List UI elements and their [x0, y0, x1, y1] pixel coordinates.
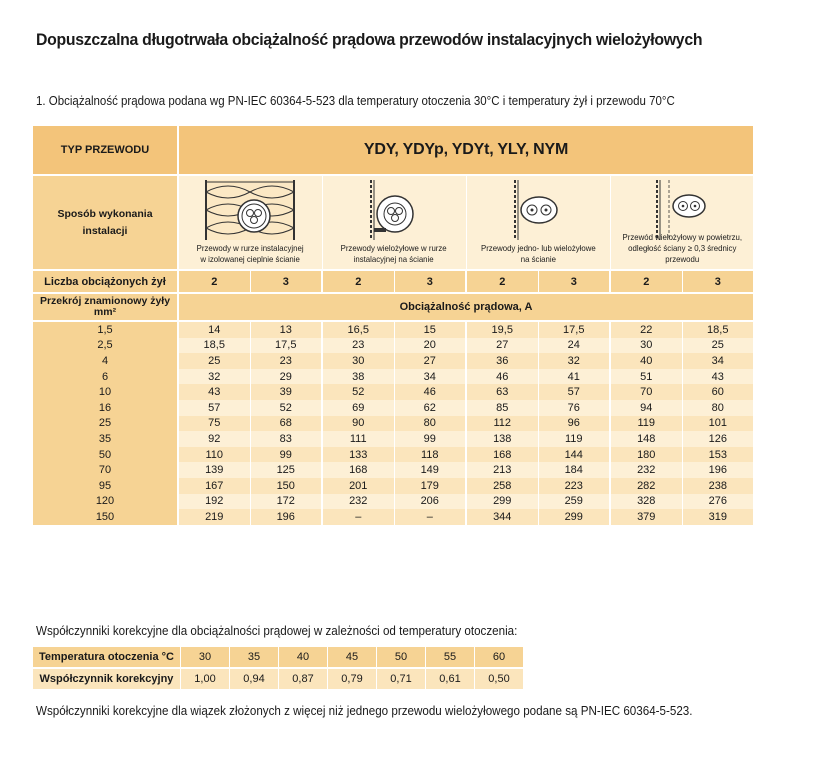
sposob-label-line2: instalacji — [82, 224, 128, 237]
ampacity-cell: 94 — [610, 400, 682, 416]
ampacity-cell: 238 — [682, 478, 753, 494]
table-row — [33, 384, 753, 400]
ampacity-cell: 379 — [610, 509, 682, 525]
factor-cell: 0,61 — [426, 668, 475, 689]
ampacity-cell: 112 — [466, 416, 538, 432]
section-cell: 25 — [33, 416, 178, 432]
ampacity-cell: 153 — [682, 447, 753, 463]
ampacity-cell: 60 — [682, 384, 753, 400]
ampacity-cell: 99 — [394, 431, 466, 447]
method-insulated-wall-caption: Przewody w rurze instalacyjnej w izolowanej cieplnie ścianie — [196, 243, 304, 264]
ampacity-cell: 16,5 — [322, 321, 394, 338]
section-cell: 6 — [33, 369, 178, 385]
ampacity-cell: 75 — [178, 416, 250, 432]
ampacity-cell: 57 — [178, 400, 250, 416]
note-bundles: Współczynniki korekcyjne dla wiązek złożonych z więcej niż jednego przewodu wielożyłowego podane są PN-IEC 60364-5-523. — [36, 704, 693, 718]
ampacity-cell: 29 — [250, 369, 322, 385]
ampacity-cell: 172 — [250, 494, 322, 510]
ampacity-cell: 101 — [682, 416, 753, 432]
ampacity-cell: 17,5 — [538, 321, 610, 338]
ampacity-cell: 184 — [538, 462, 610, 478]
liczba-value: 3 — [394, 270, 466, 293]
ampacity-cell: 111 — [322, 431, 394, 447]
ampacity-cell: 258 — [466, 478, 538, 494]
ampacity-cell: 299 — [538, 509, 610, 525]
ampacity-cell: 36 — [466, 353, 538, 369]
section-cell: 95 — [33, 478, 178, 494]
ampacity-table — [33, 126, 753, 525]
section-cell: 2,5 — [33, 338, 178, 354]
table-row — [33, 462, 753, 478]
table-row — [33, 369, 753, 385]
ampacity-cell: 20 — [394, 338, 466, 354]
ampacity-cell: 110 — [178, 447, 250, 463]
table-row — [33, 494, 753, 510]
note-correction-temp: Współczynniki korekcyjne dla obciążalności prądowej w zależności od temperatury otoczenia: — [36, 624, 518, 638]
ampacity-cell: 30 — [610, 338, 682, 354]
table-row — [33, 478, 753, 494]
temp-cell: 40 — [279, 647, 328, 668]
liczba-label: Liczba obciążonych żył — [33, 270, 178, 293]
temp-label: Temperatura otoczenia °C — [33, 647, 181, 668]
ampacity-cell: 139 — [178, 462, 250, 478]
ampacity-cell: 276 — [682, 494, 753, 510]
table-row — [33, 416, 753, 432]
przekroj-label-unit: mm² — [93, 306, 117, 318]
ampacity-cell: 27 — [466, 338, 538, 354]
factor-cell: 0,87 — [279, 668, 328, 689]
ampacity-cell: 119 — [610, 416, 682, 432]
section-cell: 70 — [33, 462, 178, 478]
section-cell: 35 — [33, 431, 178, 447]
factor-label: Współczynnik korekcyjny — [33, 668, 181, 689]
ampacity-cell: 15 — [394, 321, 466, 338]
section-cell: 1,5 — [33, 321, 178, 338]
ampacity-cell: 179 — [394, 478, 466, 494]
ampacity-cell: 319 — [682, 509, 753, 525]
section-cell: 4 — [33, 353, 178, 369]
ampacity-cell: 168 — [466, 447, 538, 463]
ampacity-cell: 23 — [250, 353, 322, 369]
ampacity-cell: 51 — [610, 369, 682, 385]
ampacity-cell: 118 — [394, 447, 466, 463]
ampacity-cell: 344 — [466, 509, 538, 525]
ampacity-cell: 46 — [394, 384, 466, 400]
ampacity-cell: 34 — [682, 353, 753, 369]
ampacity-cell: 24 — [538, 338, 610, 354]
ampacity-cell: 57 — [538, 384, 610, 400]
liczba-value: 2 — [178, 270, 250, 293]
ampacity-cell: 40 — [610, 353, 682, 369]
ampacity-cell: 167 — [178, 478, 250, 494]
ampacity-cell: 43 — [178, 384, 250, 400]
ampacity-cell: 19,5 — [466, 321, 538, 338]
obciazalnosc-label: Obciążalność prądowa, A — [178, 293, 753, 321]
factor-cell: 0,79 — [328, 668, 377, 689]
ampacity-cell: 213 — [466, 462, 538, 478]
ampacity-cell: 282 — [610, 478, 682, 494]
ampacity-cell: 125 — [250, 462, 322, 478]
ampacity-cell: 148 — [610, 431, 682, 447]
ampacity-cell: 259 — [538, 494, 610, 510]
temp-cell: 35 — [230, 647, 279, 668]
liczba-value: 2 — [610, 270, 682, 293]
ampacity-cell: 32 — [178, 369, 250, 385]
ampacity-cell: 62 — [394, 400, 466, 416]
table-row — [33, 400, 753, 416]
method-free-air — [610, 175, 753, 270]
ampacity-cell: 232 — [610, 462, 682, 478]
ampacity-cell: 39 — [250, 384, 322, 400]
liczba-value: 3 — [538, 270, 610, 293]
ampacity-cell: 144 — [538, 447, 610, 463]
table-row — [33, 431, 753, 447]
ampacity-cell: 68 — [250, 416, 322, 432]
ampacity-cell: 150 — [250, 478, 322, 494]
ampacity-cell: 196 — [250, 509, 322, 525]
liczba-value: 2 — [466, 270, 538, 293]
ampacity-cell: 22 — [610, 321, 682, 338]
table-row — [33, 338, 753, 354]
table-row — [33, 321, 753, 338]
typ-przewodu-label: TYP PRZEWODU — [33, 126, 178, 175]
ampacity-cell: – — [322, 509, 394, 525]
ampacity-cell: 299 — [466, 494, 538, 510]
ampacity-cell: 80 — [682, 400, 753, 416]
method-free-air-caption: Przewód wielożyłowy w powietrzu, odległość ściany ≥ 0,3 średnicy przewodu — [621, 232, 742, 264]
wall-conduit-icon — [359, 178, 429, 242]
ampacity-cell: 38 — [322, 369, 394, 385]
typ-przewodu-value: YDY, YDYp, YDYt, YLY, NYM — [178, 126, 753, 175]
temp-cell: 45 — [328, 647, 377, 668]
ampacity-cell: 196 — [682, 462, 753, 478]
przekroj-label-line1: Przekrój znamionowy żyły — [39, 295, 171, 307]
ampacity-cell: 25 — [178, 353, 250, 369]
ampacity-cell: 126 — [682, 431, 753, 447]
ampacity-cell: 83 — [250, 431, 322, 447]
page-title: Dopuszczalna długotrwała obciążalność prądowa przewodów instalacyjnych wielożyłowych — [36, 30, 703, 49]
ampacity-cell: 180 — [610, 447, 682, 463]
ampacity-cell: 138 — [466, 431, 538, 447]
ampacity-cell: 52 — [250, 400, 322, 416]
ampacity-cell: 168 — [322, 462, 394, 478]
liczba-value: 2 — [322, 270, 394, 293]
liczba-value: 3 — [682, 270, 753, 293]
ampacity-cell: 18,5 — [682, 321, 753, 338]
ampacity-cell: 96 — [538, 416, 610, 432]
factor-cell: 1,00 — [181, 668, 230, 689]
method-wall-surface — [466, 175, 610, 270]
ampacity-cell: 23 — [322, 338, 394, 354]
ampacity-cell: 17,5 — [250, 338, 322, 354]
ampacity-cell: 201 — [322, 478, 394, 494]
table-row — [33, 509, 753, 525]
section-cell: 50 — [33, 447, 178, 463]
ampacity-cell: 232 — [322, 494, 394, 510]
data-rows — [33, 321, 753, 525]
temp-cell: 30 — [181, 647, 230, 668]
ampacity-cell: 219 — [178, 509, 250, 525]
ampacity-cell: 34 — [394, 369, 466, 385]
temp-cell: 50 — [377, 647, 426, 668]
wall-surface-cable-icon — [503, 178, 573, 242]
ampacity-cell: 18,5 — [178, 338, 250, 354]
ampacity-cell: 46 — [466, 369, 538, 385]
factor-cell: 0,50 — [475, 668, 524, 689]
temp-cell: 55 — [426, 647, 475, 668]
ampacity-cell: 133 — [322, 447, 394, 463]
ampacity-cell: 206 — [394, 494, 466, 510]
factor-cell: 0,94 — [230, 668, 279, 689]
ampacity-cell: 13 — [250, 321, 322, 338]
ampacity-cell: 41 — [538, 369, 610, 385]
ampacity-cell: 63 — [466, 384, 538, 400]
temp-cell: 60 — [475, 647, 524, 668]
section-cell: 16 — [33, 400, 178, 416]
table-row — [33, 353, 753, 369]
ampacity-cell: 43 — [682, 369, 753, 385]
correction-table — [33, 647, 523, 689]
section-cell: 10 — [33, 384, 178, 400]
ampacity-cell: 69 — [322, 400, 394, 416]
ampacity-cell: 30 — [322, 353, 394, 369]
method-insulated-wall — [178, 175, 322, 270]
insulated-wall-conduit-icon — [202, 178, 298, 242]
ampacity-cell: 14 — [178, 321, 250, 338]
ampacity-cell: 192 — [178, 494, 250, 510]
ampacity-cell: 52 — [322, 384, 394, 400]
ampacity-cell: – — [394, 509, 466, 525]
ampacity-cell: 149 — [394, 462, 466, 478]
ampacity-cell: 328 — [610, 494, 682, 510]
method-wall-conduit — [322, 175, 466, 270]
ampacity-cell: 70 — [610, 384, 682, 400]
ampacity-cell: 92 — [178, 431, 250, 447]
sposob-label-line1: Sposób wykonania — [57, 207, 153, 220]
ampacity-cell: 85 — [466, 400, 538, 416]
ampacity-cell: 32 — [538, 353, 610, 369]
ampacity-cell: 223 — [538, 478, 610, 494]
ampacity-cell: 80 — [394, 416, 466, 432]
liczba-value: 3 — [250, 270, 322, 293]
przekroj-label — [33, 293, 178, 321]
table-row — [33, 447, 753, 463]
ampacity-cell: 25 — [682, 338, 753, 354]
ampacity-cell: 99 — [250, 447, 322, 463]
ampacity-cell: 76 — [538, 400, 610, 416]
section-cell: 150 — [33, 509, 178, 525]
ampacity-cell: 90 — [322, 416, 394, 432]
ampacity-cell: 119 — [538, 431, 610, 447]
factor-cell: 0,71 — [377, 668, 426, 689]
sposob-label — [33, 175, 178, 270]
ampacity-cell: 27 — [394, 353, 466, 369]
method-wall-surface-caption: Przewody jedno- lub wielożyłowe na ścianie — [480, 243, 596, 264]
note-standard: 1. Obciążalność prądowa podana wg PN-IEC 60364-5-523 dla temperatury otoczenia 30°C i temperatury żył i przewodu 70°C — [36, 94, 675, 108]
method-wall-conduit-caption: Przewody wielożyłowe w rurze instalacyjnej na ścianie — [340, 243, 448, 264]
section-cell: 120 — [33, 494, 178, 510]
